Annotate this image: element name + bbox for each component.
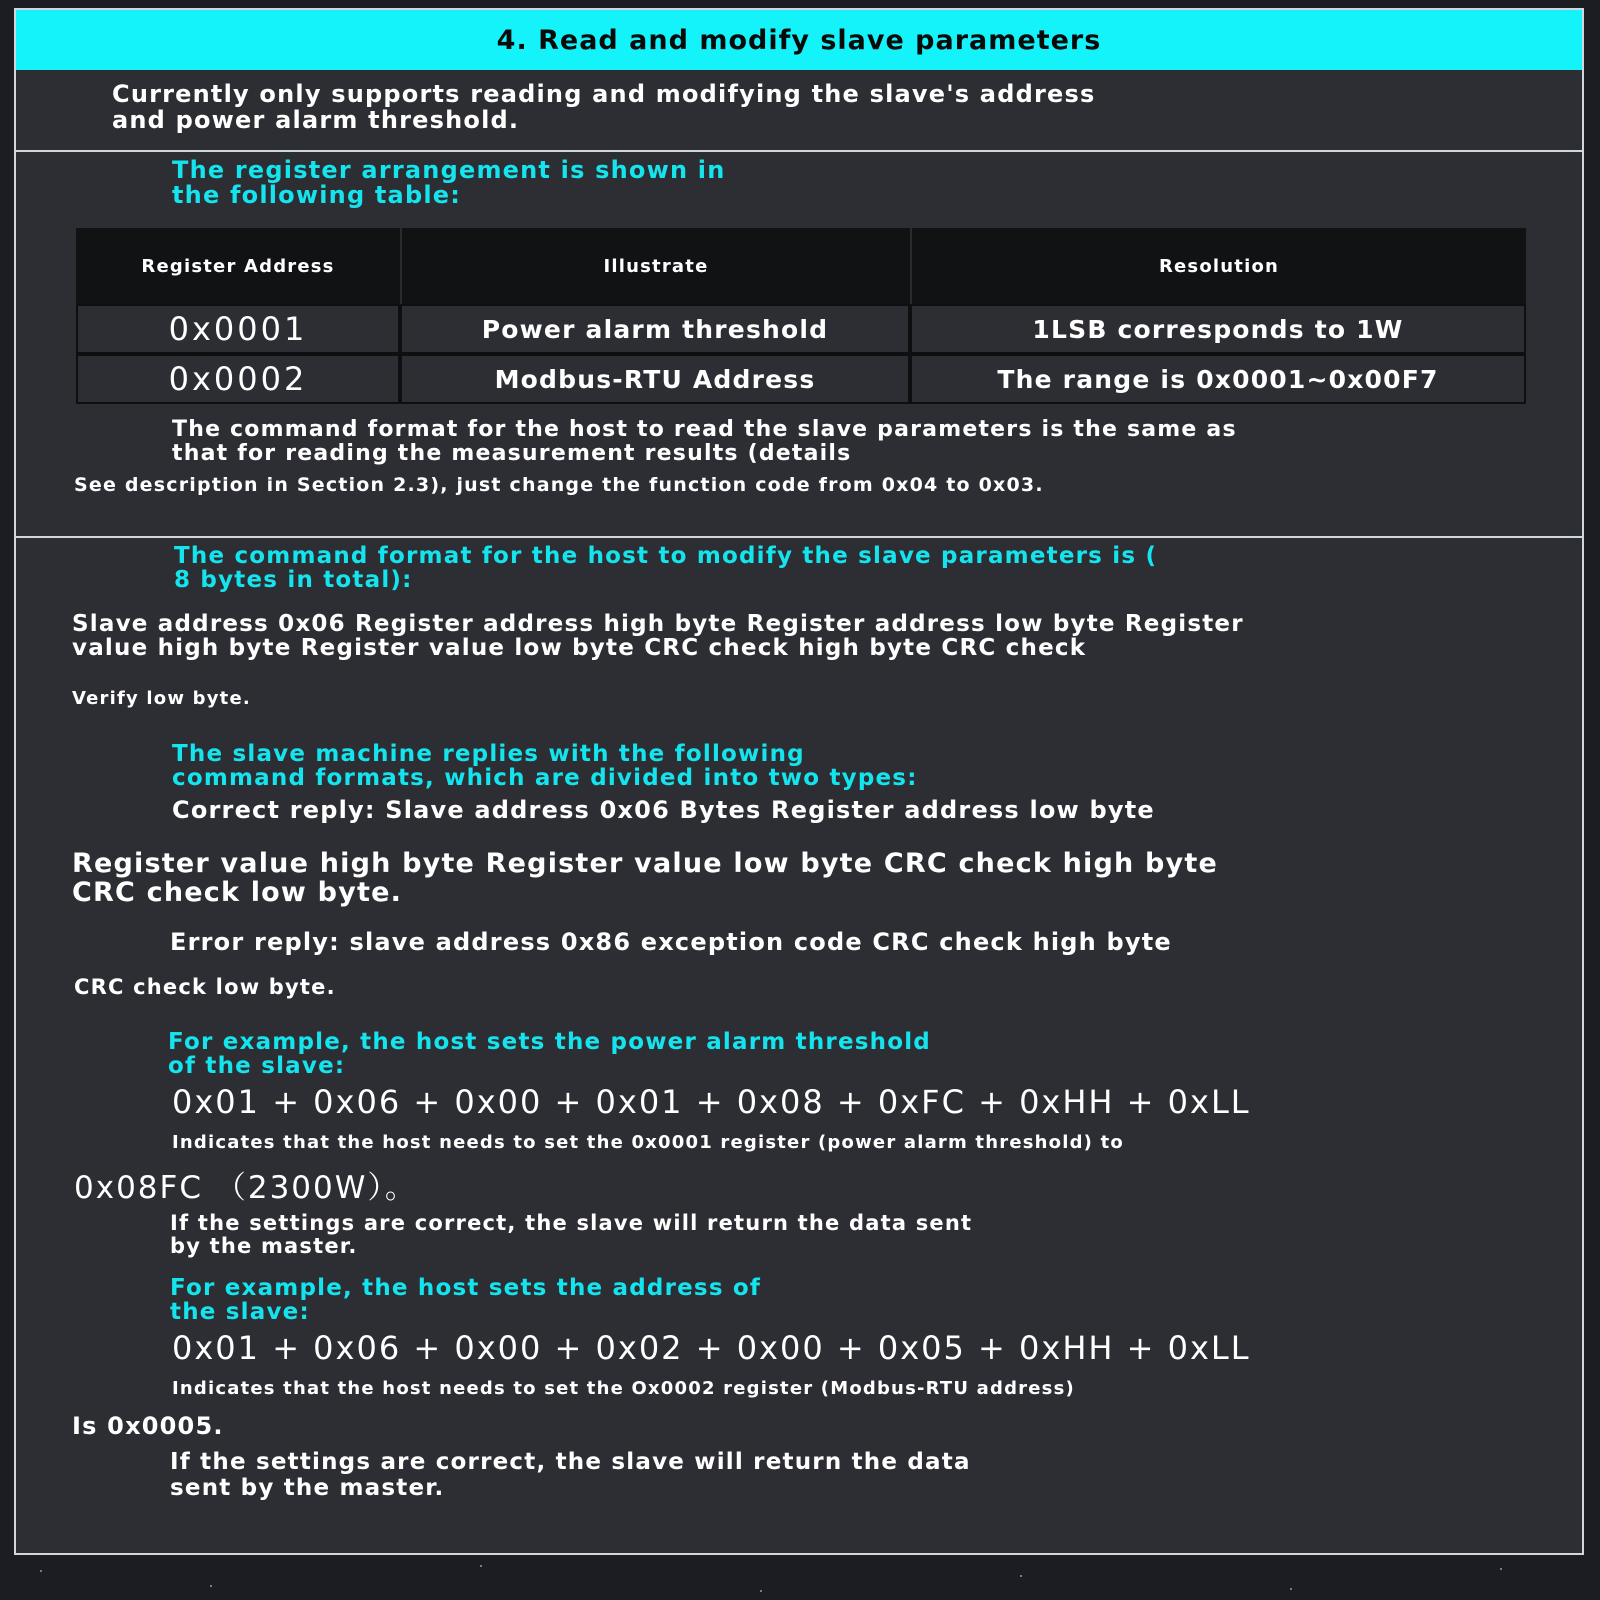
correct-reply: CRC check low byte. (72, 877, 403, 908)
star (1500, 1568, 1502, 1570)
reply-heading: command formats, which are divided into two types: (172, 765, 918, 791)
column-header: Illustrate (400, 228, 910, 304)
format-text: Verify low byte. (72, 688, 251, 709)
example-formula: 0x01 + 0x06 + 0x00 + 0x02 + 0x00 + 0x05 + 0xHH + 0xLL (172, 1329, 1251, 1367)
read-note: that for reading the measurement results (details (172, 441, 852, 466)
example-heading: the slave: (170, 1299, 310, 1325)
format-text: value high byte Register value low byte CRC check high byte CRC check (72, 635, 1087, 661)
example-result: sent by the master. (170, 1475, 445, 1501)
star (210, 1585, 212, 1587)
modify-section (16, 536, 1582, 1553)
format-text: Slave address 0x06 Register address high byte Register address low byte Register (72, 611, 1244, 637)
star (1290, 1588, 1292, 1590)
example-heading: For example, the host sets the address of (170, 1275, 762, 1301)
register-heading: the following table: (172, 181, 462, 209)
read-note: See description in Section 2.3), just change the function code from 0x04 to 0x03. (74, 474, 1044, 496)
intro-line: and power alarm threshold. (112, 106, 520, 134)
table-cell: 0x0002 (76, 354, 400, 404)
example-result: If the settings are correct, the slave will return the data (170, 1449, 971, 1475)
example-heading: For example, the host sets the power alarm threshold (168, 1029, 931, 1055)
example-description: Is 0x0005. (72, 1412, 224, 1440)
error-reply: CRC check low byte. (74, 975, 336, 999)
register-section (16, 150, 1582, 538)
table-cell: 0x0001 (76, 304, 400, 354)
example-description: 0x08FC （2300W）。 (74, 1170, 418, 1206)
example-result: If the settings are correct, the slave will return the data sent (170, 1211, 973, 1235)
table-cell: 1LSB corresponds to 1W (910, 304, 1526, 354)
error-reply: Error reply: slave address 0x86 exception code CRC check high byte (170, 928, 1172, 956)
example-description: Indicates that the host needs to set the 0x0001 register (power alarm threshold) to (172, 1132, 1124, 1153)
table-cell: Modbus-RTU Address (400, 354, 910, 404)
column-header: Resolution (910, 228, 1526, 304)
read-note: The command format for the host to read the slave parameters is the same as (172, 417, 1237, 442)
modify-heading: The command format for the host to modify the slave parameters is ( (174, 543, 1158, 569)
example-result: by the master. (170, 1234, 358, 1258)
star (40, 1570, 42, 1572)
reply-heading: The slave machine replies with the following (172, 741, 805, 767)
example-heading: of the slave: (168, 1053, 346, 1079)
document-frame (14, 8, 1584, 1555)
example-description: Indicates that the host needs to set the Ox0002 register (Modbus-RTU address) (172, 1378, 1075, 1399)
star (480, 1565, 482, 1567)
intro-section (16, 70, 1582, 150)
table-cell: The range is 0x0001~0x00F7 (910, 354, 1526, 404)
intro-line: Currently only supports reading and modifying the slave's address (112, 80, 1096, 108)
star (760, 1590, 762, 1592)
column-header: Register Address (141, 255, 335, 277)
modify-heading: 8 bytes in total): (174, 567, 413, 593)
register-table (76, 228, 1526, 404)
example-formula: 0x01 + 0x06 + 0x00 + 0x01 + 0x08 + 0xFC + 0xHH + 0xLL (172, 1083, 1251, 1121)
correct-reply: Correct reply: Slave address 0x06 Bytes Register address low byte (172, 796, 1155, 824)
correct-reply: Register value high byte Register value low byte CRC check high byte (72, 848, 1218, 879)
table-cell: Power alarm threshold (400, 304, 910, 354)
star (1020, 1575, 1022, 1577)
register-heading: The register arrangement is shown in (172, 156, 726, 184)
section-title: 4. Read and modify slave parameters (16, 10, 1582, 70)
